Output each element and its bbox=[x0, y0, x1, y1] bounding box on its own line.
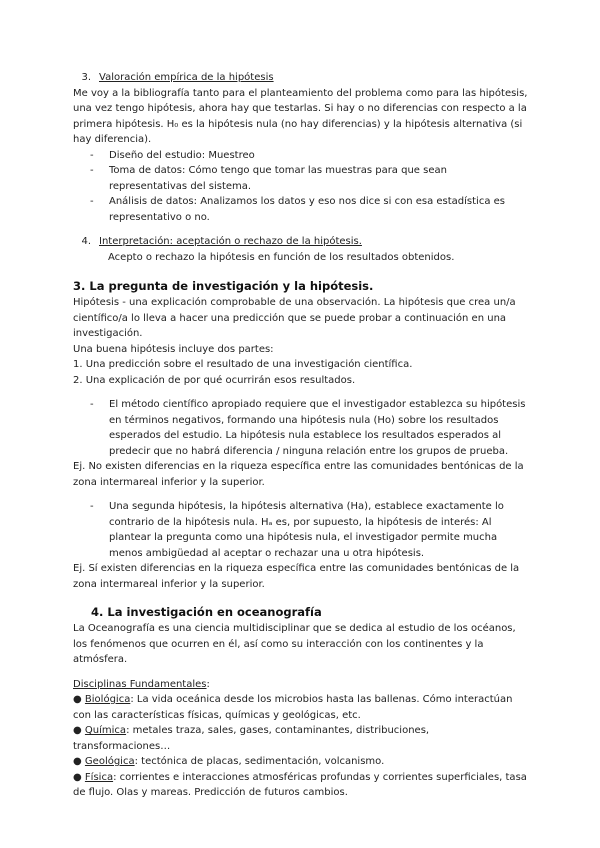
list-item: ● Biológica: La vida oceánica desde los microbios hasta las ballenas. Cómo interactúan con las características físicas, químicas y geológicas, etc. bbox=[73, 694, 513, 721]
list-item: - Toma de datos: Cómo tengo que tomar las muestras para que sean representativas del sistema. bbox=[73, 163, 528, 194]
list-item: - Diseño del estudio: Muestreo bbox=[73, 148, 528, 164]
valoracion-list bbox=[73, 148, 528, 226]
part-2: 2. Una explicación de por qué ocurrirán esos resultados. bbox=[73, 374, 356, 386]
list-item: ● Física: corrientes e interacciones atmosféricas profundas y corrientes superficiales, tasa de flujo. Olas y mareas. Predicción de futuros cambios. bbox=[73, 771, 527, 798]
dash-marker: - bbox=[90, 165, 94, 176]
list-item: - Análisis de datos: Analizamos los datos y eso nos dice si con esa estadística es representativo o no. bbox=[73, 194, 528, 225]
bullet-icon: ● bbox=[73, 725, 82, 736]
bullet-icon: ● bbox=[73, 694, 82, 705]
hipotesis-definition: Hipótesis - una explicación comprobable de una observación. La hipótesis que crea un/a científico/a lo lleva a hacer una predicción que se puede probar a continuación en una investigación. bbox=[73, 297, 516, 339]
bullet-icon: ● bbox=[73, 756, 82, 767]
dash-marker: - bbox=[90, 196, 94, 207]
interpretacion-title: Interpretación: aceptación o rechazo de la hipótesis. bbox=[99, 236, 362, 247]
alt-hypothesis-list bbox=[73, 499, 528, 561]
disciplinas-heading: Disciplinas Fundamentales: bbox=[73, 678, 210, 690]
valoracion-title: Valoración empírica de la hipótesis bbox=[99, 72, 274, 83]
disciplinas-list bbox=[73, 692, 528, 801]
parts-intro: Una buena hipótesis incluye dos partes: bbox=[73, 343, 274, 355]
null-example: Ej. No existen diferencias en la riqueza específica entre las comunidades bentónicas de la zona intermareal inferior y la superior. bbox=[73, 461, 524, 488]
oceanografia-intro: La Oceanografía es una ciencia multidisciplinar que se dedica al estudio de los océanos, los fenómenos que ocurren en él, así como su interacción con los continentes y la atmósfera. bbox=[73, 623, 516, 665]
dash-marker: - bbox=[90, 149, 94, 161]
valoracion-number: 3. bbox=[81, 72, 91, 83]
interpretacion-heading bbox=[73, 234, 528, 250]
dash-marker: - bbox=[90, 501, 94, 512]
valoracion-heading bbox=[73, 70, 528, 86]
dash-marker: - bbox=[90, 399, 94, 410]
list-item: ● Química: metales traza, sales, gases, contaminantes, distribuciones, transformaciones… bbox=[73, 725, 430, 752]
alt-example: Ej. Sí existen diferencias en la riqueza específica entre las comunidades bentónicas de la zona intermareal inferior y la superior. bbox=[73, 563, 520, 590]
interpretacion-number: 4. bbox=[81, 236, 91, 247]
valoracion-intro: Me voy a la bibliografía tanto para el planteamiento del problema como para las hipótesis, una vez tengo hipótesis, ahora hay que testarlas. Si hay o no diferencias con respecto a la primera hipótesis. H₀ es la hipótesis nula (no hay diferencias) y la hipótesis alternativa (si hay diferencia). bbox=[73, 87, 528, 145]
pregunta-heading: 3. La pregunta de investigación y la hipótesis. bbox=[73, 279, 374, 293]
bullet-icon: ● bbox=[73, 771, 82, 783]
null-hypothesis-list bbox=[73, 397, 528, 459]
list-item: - El método científico apropiado requiere que el investigador establezca su hipótesis en términos negativos, formando una hipótesis nula (Ho) sobre los resultados esperados del estudio. La hipótesis nula establece los resultados esperados al predecir que no habrá diferencia / ninguna relación entre los grupos de prueba. bbox=[73, 397, 528, 459]
interpretacion-text: Acepto o rechazo la hipótesis en función de los resultados obtenidos. bbox=[108, 251, 455, 263]
part-1: 1. Una predicción sobre el resultado de una investigación científica. bbox=[73, 359, 413, 370]
oceanografia-heading: 4. La investigación en oceanografía bbox=[91, 605, 322, 619]
list-item: - Una segunda hipótesis, la hipótesis alternativa (Ha), establece exactamente lo contrario de la hipótesis nula. Hₐ es, por supuesto, la hipótesis de interés: Al plantear la pregunta como una hipótesis nula, el investigador permite mucha menos ambigüedad al aceptar o rechazar una u otra hipótesis. bbox=[73, 499, 528, 561]
list-item: ● Geológica: tectónica de placas, sedimentación, volcanismo. bbox=[73, 756, 385, 767]
document-page bbox=[73, 70, 528, 801]
